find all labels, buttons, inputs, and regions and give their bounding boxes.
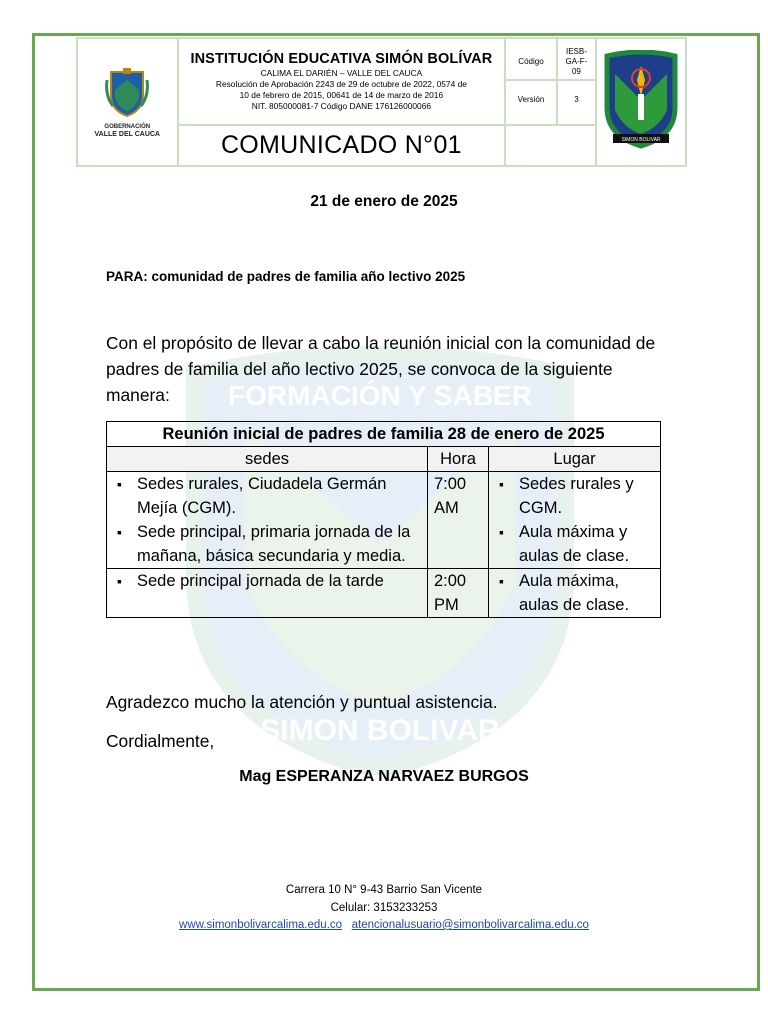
- comunicado-title: COMUNICADO N°01: [220, 131, 462, 159]
- letterhead-table: [76, 37, 687, 167]
- institution-location: CALIMA EL DARIÉN – VALLE DEL CAUCA: [260, 68, 423, 78]
- sede-item: ▪ Sede principal jornada de la tarde: [137, 569, 421, 593]
- code-value-cell: [557, 38, 597, 125]
- empty-code-cell: [505, 125, 596, 166]
- code-label-cell: [505, 38, 556, 125]
- watermark-bottom-text: SIMON BOLIVAR: [260, 714, 500, 747]
- website-link[interactable]: www.simonbolivarcalima.edu.co: [179, 919, 343, 931]
- table-row: [107, 472, 661, 569]
- watermark-arc-text: FORMACIÓN Y SABER: [228, 380, 532, 411]
- thanks-line: Agradezco mucho la atención y puntual asistencia.: [106, 692, 498, 712]
- version-value: 3: [574, 94, 579, 104]
- gobernacion-label-2: VALLE DEL CAUCA: [94, 130, 160, 138]
- gobernacion-coat-of-arms-icon: [105, 66, 149, 118]
- school-shield-icon: [601, 50, 681, 150]
- header-hora: Hora: [428, 447, 489, 472]
- codigo-value-3: 09: [571, 66, 581, 76]
- footer-phone: Celular: 3153233253: [330, 902, 438, 914]
- header-lugar: Lugar: [489, 447, 661, 472]
- hora-cell: 7:00 AM: [428, 472, 489, 569]
- signature-name: Mag ESPERANZA NARVAEZ BURGOS: [239, 768, 529, 785]
- sede-item: ▪ Sede principal, primaria jornada de la mañana, básica secundaria y media.: [137, 520, 421, 568]
- gobernacion-logo-cell: [77, 38, 178, 166]
- lugar-item: ▪ Sedes rurales y CGM.: [519, 472, 654, 520]
- comunicado-cell: [178, 125, 506, 166]
- header-sedes: sedes: [107, 447, 428, 472]
- nit-dane-line: NIT. 805000081-7 Código DANE 176126000066: [251, 101, 432, 111]
- version-label: Versión: [517, 94, 545, 104]
- codigo-label: Código: [518, 56, 544, 66]
- table-row: [107, 569, 661, 618]
- institution-name: INSTITUCIÓN EDUCATIVA SIMÓN BOLÍVAR: [190, 51, 493, 67]
- table-caption: Reunión inicial de padres de familia 28 de enero de 2025: [107, 422, 661, 447]
- hora-cell: 2:00 PM: [428, 569, 489, 618]
- resolution-line-2: 10 de febrero de 2015, 00641 de 14 de marzo de 2016: [239, 90, 444, 100]
- meeting-schedule-table: [106, 421, 661, 618]
- lugar-item: ▪ Aula máxima, aulas de clase.: [519, 569, 654, 617]
- shield-caption: SIMON BOLIVAR: [621, 136, 661, 143]
- codigo-value-2: GA-F-: [565, 56, 588, 66]
- body-paragraph: Con el propósito de llevar a cabo la reunión inicial con la comunidad de padres de familia del año lectivo 2025, se convoca de la siguiente manera:: [106, 333, 656, 405]
- document-date: 21 de enero de 2025: [310, 193, 458, 210]
- footer-links: [0, 919, 768, 931]
- sede-item: ▪ Sedes rurales, Ciudadela Germán Mejía (CGM).: [137, 472, 421, 520]
- resolution-line-1: Resolución de Aprobación 2243 de 29 de octubre de 2022, 0574 de: [215, 79, 467, 89]
- closing-line: Cordialmente,: [106, 731, 215, 751]
- footer-address: Carrera 10 N° 9-43 Barrio San Vicente: [285, 884, 483, 896]
- lugar-item: ▪ Aula máxima y aulas de clase.: [519, 520, 654, 568]
- gobernacion-label-1: GOBERNACIÓN: [104, 123, 151, 130]
- school-shield-cell: [596, 38, 686, 166]
- addressee-line: PARA: comunidad de padres de familia año lectivo 2025: [106, 269, 466, 284]
- codigo-value-1: IESB-: [565, 46, 587, 56]
- email-link[interactable]: atencionalusuario@simonbolivarcalima.edu.co: [351, 919, 589, 931]
- institution-info-cell: [178, 38, 506, 125]
